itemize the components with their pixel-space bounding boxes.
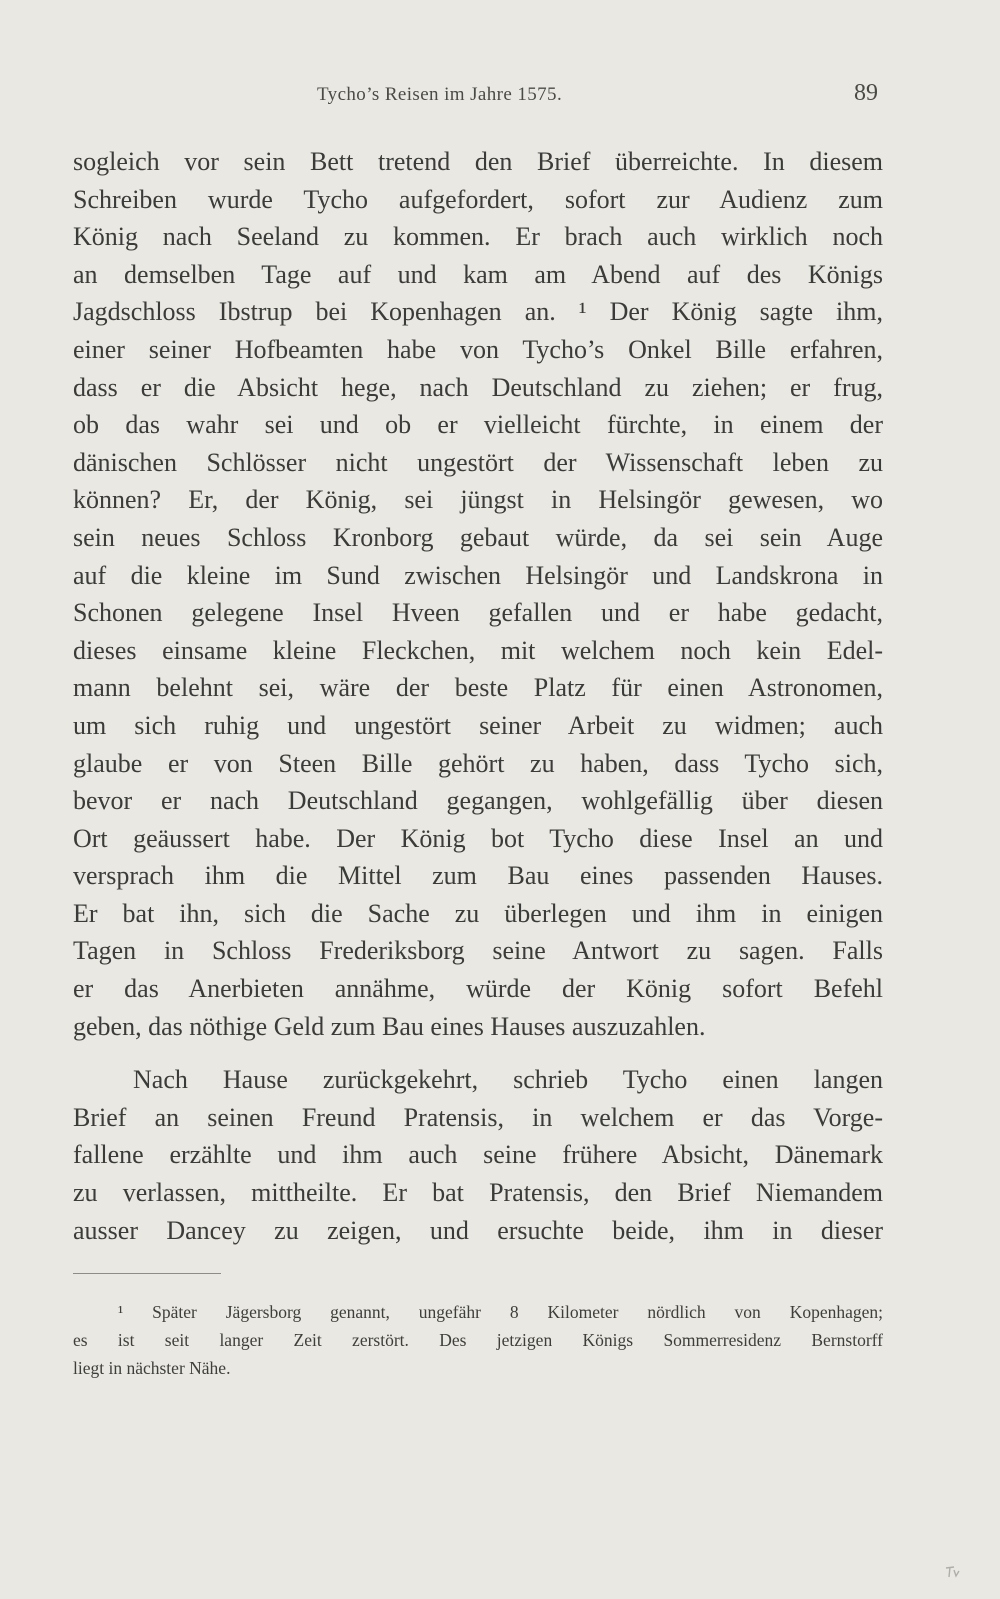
text-line: dieses einsame kleine Fleckchen, mit welchem noch kein Edel- [73, 635, 883, 665]
body-text [73, 143, 883, 1249]
running-header [0, 80, 1000, 114]
text-line: mann belehnt sei, wäre der beste Platz für einen Astronomen, [73, 673, 883, 703]
text-line: versprach ihm die Mittel zum Bau eines passenden Hauses. [73, 861, 883, 891]
text-line: Brief an seinen Freund Pratensis, in welchem er das Vorge- [73, 1102, 883, 1132]
text-line: ausser Dancey zu zeigen, und ersuchte beide, ihm in dieser [73, 1215, 883, 1245]
text-line: Jagdschloss Ibstrup bei Kopenhagen an. ¹ Der König sagte ihm, [73, 297, 883, 327]
footnote-rule [73, 1273, 221, 1274]
paragraph [73, 1061, 883, 1249]
text-line: sein neues Schloss Kronborg gebaut würde, da sei sein Auge [73, 522, 883, 552]
text-line: dass er die Absicht hege, nach Deutschland zu ziehen; er frug, [73, 372, 883, 402]
text-line: Tagen in Schloss Frederiksborg seine Antwort zu sagen. Falls [73, 936, 883, 966]
text-line: sogleich vor sein Bett tretend den Brief überreichte. In diesem [73, 147, 883, 176]
text-line: Schreiben wurde Tycho aufgefordert, sofort zur Audienz zum [73, 184, 883, 214]
footnote-line: ¹ Später Jägersborg genannt, ungefähr 8 Kilometer nördlich von Kopenhagen; [118, 1302, 883, 1322]
page-number: 89 [854, 80, 878, 106]
text-line: an demselben Tage auf und kam am Abend auf des Königs [73, 259, 883, 289]
text-line: um sich ruhig und ungestört seiner Arbeit zu widmen; auch [73, 710, 883, 740]
text-line: bevor er nach Deutschland gegangen, wohlgefällig über diesen [73, 786, 883, 816]
text-line: zu verlassen, mittheilte. Er bat Pratensis, den Brief Niemandem [73, 1178, 883, 1208]
text-line: König nach Seeland zu kommen. Er brach auch wirklich noch [73, 222, 883, 252]
text-line: dänischen Schlösser nicht ungestört der Wissenschaft leben zu [73, 447, 883, 477]
text-line: Er bat ihn, sich die Sache zu überlegen und ihm in einigen [73, 898, 883, 928]
text-line: ob das wahr sei und ob er vielleicht fürchte, in einem der [73, 410, 883, 440]
text-line: Nach Hause zurückgekehrt, schrieb Tycho einen langen [133, 1065, 883, 1095]
text-line: Ort geäussert habe. Der König bot Tycho diese Insel an und [73, 823, 883, 853]
text-line: er das Anerbieten annähme, würde der König sofort Befehl [73, 974, 883, 1004]
text-line: können? Er, der König, sei jüngst in Helsingör gewesen, wo [73, 485, 883, 515]
footnote-line: liegt in nächster Nähe. [73, 1358, 231, 1378]
running-title: Tycho’s Reisen im Jahre 1575. [317, 84, 563, 105]
library-stamp-mark [944, 1562, 962, 1580]
paragraph [73, 143, 883, 1045]
paragraph-gap [73, 1045, 883, 1061]
text-line: geben, das nöthige Geld zum Bau eines Hauses auszuzahlen. [73, 1011, 706, 1041]
text-line: einer seiner Hofbeamten habe von Tycho’s Onkel Bille erfahren, [73, 334, 883, 364]
text-line: Schonen gelegene Insel Hveen gefallen und er habe gedacht, [73, 598, 883, 628]
footnote-line: es ist seit langer Zeit zerstört. Des jetzigen Königs Sommerresidenz Bernstorff [73, 1330, 883, 1350]
text-line: glaube er von Steen Bille gehört zu haben, dass Tycho sich, [73, 748, 883, 778]
text-line: auf die kleine im Sund zwischen Helsingör und Landskrona in [73, 560, 883, 590]
footnote [73, 1298, 883, 1382]
text-line: fallene erzählte und ihm auch seine frühere Absicht, Dänemark [73, 1140, 883, 1170]
